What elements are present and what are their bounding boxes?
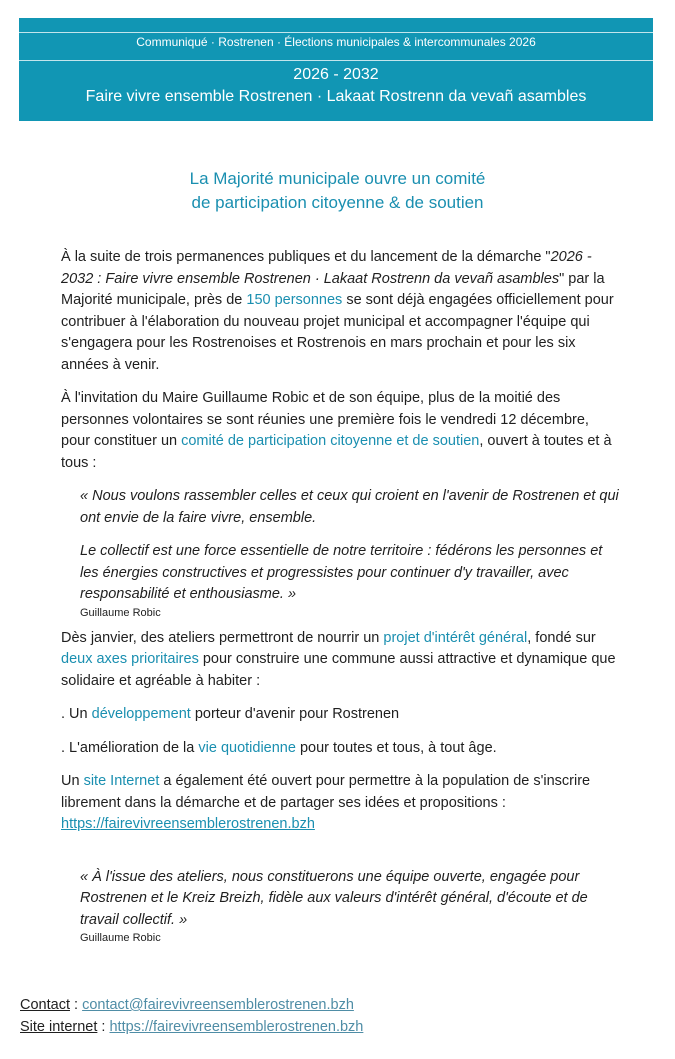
quote-author: Guillaume Robic bbox=[80, 606, 161, 619]
header-subtitle: Communiqué · Rostrenen · Élections municipales & intercommunales 2026 bbox=[136, 35, 536, 49]
highlight-website: site Internet bbox=[83, 773, 160, 789]
headline bbox=[0, 167, 675, 215]
paragraph-website bbox=[61, 771, 621, 836]
highlight-committee: comité de participation citoyenne et de soutien bbox=[181, 433, 480, 449]
text: Dès janvier, des ateliers permettront de nourrir un bbox=[61, 629, 384, 646]
separator: : bbox=[69, 997, 83, 1013]
text: À l'invitation du Maire Guillaume Robic et de son équipe, plus de la moitié des personnes volontaires se sont réunies une première fois le vendredi 12 décembre, pour constituer un bbox=[61, 390, 589, 449]
footer-site bbox=[20, 1016, 363, 1038]
highlight-two-axes: deux axes prioritaires bbox=[61, 651, 199, 667]
text: . L'amélioration de la bbox=[61, 739, 199, 756]
bullet-development bbox=[61, 704, 621, 726]
contact-email-link[interactable]: contact@fairevivreensemblerostrenen.bzh bbox=[82, 997, 354, 1013]
article-body bbox=[61, 247, 621, 957]
text: a également été ouvert pour permettre à la population de s'inscrire librement dans la démarche et de partager ses idées et propositions : bbox=[61, 773, 591, 811]
highlight-development: développement bbox=[91, 706, 191, 722]
initiative-name: 2026 - 2032 : Faire vivre ensemble Rostrenen · Lakaat Rostrenn da vevañ asambles bbox=[61, 249, 592, 287]
quote-mayor-1 bbox=[80, 486, 621, 620]
quote-text: « À l'issue des ateliers, nous constituerons une équipe ouverte, engagée pour Rostrenen et le Kreiz Breizh, fidèle aux valeurs d'intérêt général, d'écoute et de travail collectif. » bbox=[80, 868, 588, 928]
bullet-daily-life bbox=[61, 738, 621, 760]
text: , ouvert à toutes et à tous : bbox=[61, 433, 612, 471]
header-rule-middle bbox=[19, 60, 653, 61]
header-banner bbox=[19, 18, 653, 121]
headline-line-2: de participation citoyenne & de soutien bbox=[191, 193, 484, 212]
quote-paragraph-1: « Nous voulons rassembler celles et ceux qui croient en l'avenir de Rostrenen et qui ont envie de la faire vivre, ensemble. bbox=[80, 488, 619, 526]
footer-website-link[interactable]: https://fairevivreensemblerostrenen.bzh bbox=[109, 1019, 364, 1035]
headline-line-1: La Majorité municipale ouvre un comité bbox=[189, 169, 486, 188]
header-title: Faire vivre ensemble Rostrenen · Lakaat Rostrenn da vevañ asambles bbox=[85, 88, 587, 105]
footer-contact bbox=[20, 994, 363, 1016]
highlight-project: projet d'intérêt général bbox=[383, 629, 528, 646]
text: À la suite de trois permanences publiques et du lancement de la démarche " bbox=[61, 249, 551, 265]
quote-mayor-2 bbox=[80, 867, 621, 946]
paragraph-workshops bbox=[61, 628, 621, 693]
quote-author: Guillaume Robic bbox=[80, 932, 161, 944]
site-label: Site internet bbox=[20, 1019, 98, 1035]
footer bbox=[20, 994, 363, 1038]
quote-paragraph-2: Le collectif est une force essentielle de notre territoire : fédérons les personnes et les énergies constructives et progressistes pour continuer d'y travailler, avec responsabilité et enthousiasme. » bbox=[80, 543, 603, 602]
contact-label: Contact bbox=[20, 997, 70, 1013]
text: " par la Majorité municipale, près de bbox=[61, 270, 605, 308]
header-rule-top bbox=[19, 32, 653, 33]
text: porteur d'avenir pour Rostrenen bbox=[190, 706, 400, 722]
text: pour construire une commune aussi attractive et dynamique que solidaire et agréable à habiter : bbox=[61, 651, 616, 689]
paragraph-invitation bbox=[61, 388, 621, 474]
text: . Un bbox=[61, 706, 92, 722]
separator: : bbox=[97, 1019, 110, 1035]
highlight-150-people: 150 personnes bbox=[246, 292, 343, 308]
text: pour toutes et tous, à tout âge. bbox=[295, 739, 497, 756]
header-years: 2026 - 2032 bbox=[293, 66, 379, 83]
paragraph-intro bbox=[61, 247, 621, 376]
highlight-daily-life: vie quotidienne bbox=[198, 739, 296, 756]
text: , fondé sur bbox=[527, 629, 596, 646]
website-link[interactable]: https://fairevivreensemblerostrenen.bzh bbox=[61, 816, 315, 832]
text: Un bbox=[61, 773, 84, 789]
text: se sont déjà engagées officiellement pour contribuer à l'élaboration du nouveau projet municipal et accompagner l'équipe qui s'engagera pour les Rostrenoises et Rostrenois en mars prochain et pour les six années à venir. bbox=[61, 292, 614, 373]
